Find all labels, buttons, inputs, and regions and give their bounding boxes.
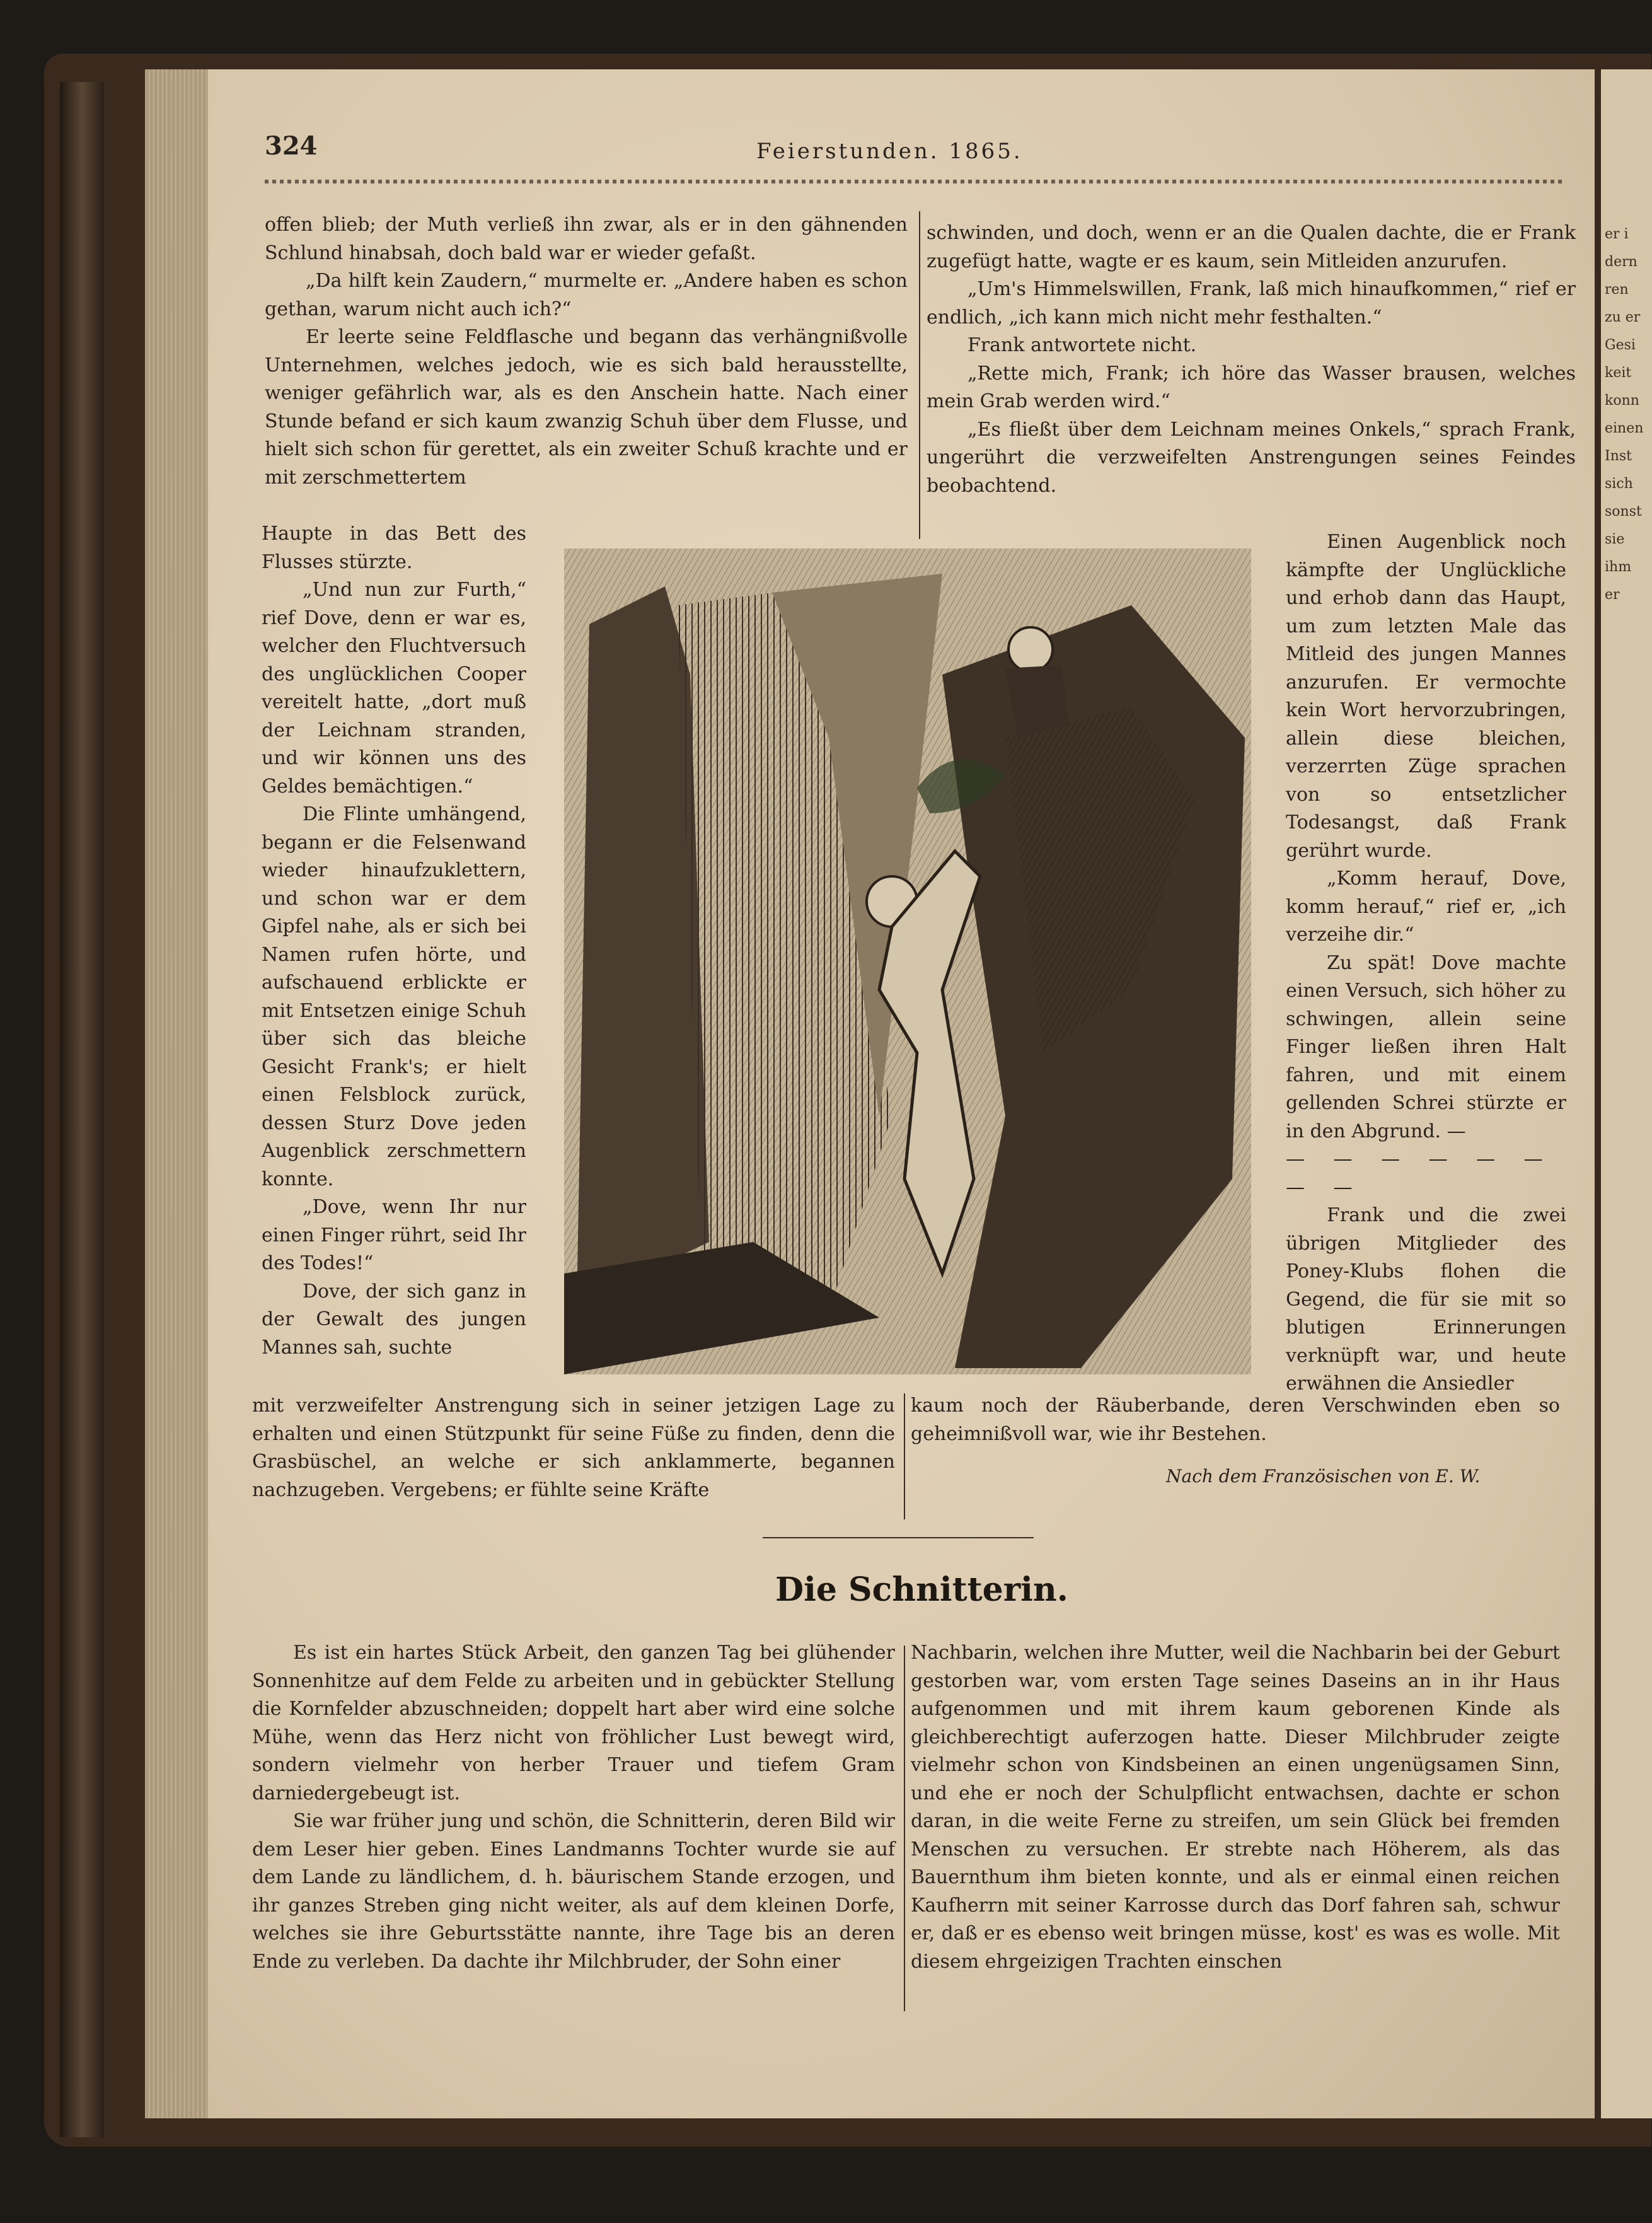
paragraph: mit verzweifelter Anstrengung sich in seiner jetzigen Lage zu erhalten und einen Stützpunkt für seine Füße zu finden, denn die Grasbüschel, an welche er sich anklammerte, begannen nachzugeben. Vergebens; er fühlte seine Kräfte (252, 1395, 895, 1501)
paragraph: schwinden, und doch, wenn er an die Qualen dachte, die er Frank zugefügt hatte, wagte er es kaum, sein Mitleiden anzurufen. (927, 222, 1576, 272)
running-title: Feierstunden. 1865. (756, 139, 1023, 164)
article-right-column (911, 1639, 1560, 1976)
next-page-fragment: er i (1605, 226, 1629, 242)
column-divider-lower (904, 1393, 905, 1519)
next-page-fragment: ihm (1605, 559, 1632, 575)
paragraph: „Dove, wenn Ihr nur einen Finger rührt, seid Ihr des Todes!“ (262, 1196, 526, 1274)
paragraph: offen blieb; der Muth verließ ihn zwar, als er in den gähnenden Schlund hinabsah, doch bald war er wieder gefaßt. (265, 214, 908, 264)
paragraph: „Es fließt über dem Leichnam meines Onkels,“ sprach Frank, ungerührt die verzweifelten Anstrengungen seines Feindes beobachtend. (927, 418, 1576, 497)
paragraph: „Komm herauf, Dove, komm herauf,“ rief er, „ich verzeihe dir.“ (1286, 868, 1566, 946)
frank-figure (1008, 627, 1053, 671)
next-page-fragment: keit (1605, 365, 1632, 381)
next-page-fragment: ren (1605, 282, 1629, 298)
story-left-bottom (252, 1392, 895, 1504)
next-page-fragment: dern (1605, 254, 1638, 270)
next-page-fragment: er (1605, 587, 1620, 603)
next-page-fragment: Gesi (1605, 337, 1636, 353)
story-right-top (927, 219, 1576, 500)
next-page-fragment: Inst (1605, 448, 1632, 464)
engraving-illustration (564, 548, 1251, 1374)
section-dashes: — — — — — — — — (1286, 1148, 1554, 1199)
column-divider-article (904, 1645, 905, 2011)
paragraph: kaum noch der Räuberbande, deren Verschwinden eben so geheimnißvoll war, wie ihr Bestehen. (911, 1395, 1560, 1445)
attribution: Nach dem Französischen von E. W. (1166, 1466, 1481, 1487)
paragraph: Haupte in das Bett des Flusses stürzte. (262, 523, 526, 573)
paragraph: Frank und die zwei übrigen Mitglieder des Poney-Klubs flohen die Gegend, die für sie mit so blutigen Erinnerungen verknüpft war, und heute erwähnen die Ansiedler (1286, 1204, 1566, 1395)
article-title: Die Schnitterin. (775, 1570, 1068, 1609)
paragraph: Frank antwortete nicht. (968, 334, 1197, 356)
column-divider-top (919, 211, 920, 539)
story-left-narrow (262, 520, 526, 1362)
next-page-fragment: zu er (1605, 310, 1641, 325)
next-page-fragment: konn (1605, 393, 1639, 409)
paragraph: „Rette mich, Frank; ich höre das Wasser brausen, welches mein Grab werden wird.“ (927, 362, 1576, 412)
page-number: 324 (265, 131, 318, 161)
cliff-scene-engraving (564, 548, 1251, 1374)
paragraph: Es ist ein hartes Stück Arbeit, den ganzen Tag bei glühender Sonnenhitze auf dem Felde zu arbeiten und in gebückter Stellung die Kornfelder abzuschneiden; doppelt hart aber wird eine solche Mühe, wenn das Herz nicht von fröhlicher Lust bewegt wird, sondern vielmehr von herber Trauer und tiefem Gram darniedergebeugt ist. (252, 1642, 895, 1804)
next-page-fragment: sich (1605, 476, 1633, 492)
paragraph: Er leerte seine Feldflasche und begann das verhängnißvolle Unternehmen, welches jedoch, wie es sich bald herausstellte, weniger gefährlich war, als es den Anschein hatte. Nach einer Stunde befand er sich kaum zwanzig Schuh über dem Flusse, und hielt sich schon für gerettet, als ein zweiter Schuß krachte und er mit zerschmettertem (265, 326, 908, 489)
article-left-column (252, 1639, 895, 1976)
next-page-fragment: sonst (1605, 504, 1642, 519)
paragraph: Einen Augenblick noch kämpfte der Unglückliche und erhob dann das Haupt, um zum letzten Male das Mitleid des jungen Mannes anzurufen. Er vermochte kein Wort hervorzubringen, allein diese bleichen, verzerrten Züge sprachen von so entsetzlicher Todesangst, daß Frank gerührt wurde. (1286, 531, 1566, 862)
header-rule (265, 180, 1563, 183)
section-rule (763, 1537, 1034, 1538)
next-page-fragment: sie (1605, 531, 1625, 547)
paragraph: Die Flinte umhängend, begann er die Felsenwand wieder hinaufzuklettern, und schon war er dem Gipfel nahe, als er sich bei Namen rufen hörte, und aufschauend erblickte er mit Entsetzen einige Schuh über sich das bleiche Gesicht Frank's; er hielt einen Felsblock zurück, dessen Sturz Dove jeden Augenblick zerschmettern konnte. (262, 803, 526, 1190)
story-left-top (265, 211, 908, 492)
next-page-edge (1601, 69, 1652, 2118)
story-right-narrow (1286, 528, 1566, 1398)
paragraph: Dove, der sich ganz in der Gewalt des jungen Mannes sah, suchte (262, 1280, 526, 1359)
paragraph: Zu spät! Dove machte einen Versuch, sich höher zu schwingen, allein seine Finger ließen ihren Halt fahren, und mit einem gellenden Schrei stürzte er in den Abgrund. — (1286, 951, 1566, 1142)
paragraph: „Da hilft kein Zaudern,“ murmelte er. „Andere haben es schon gethan, warum nicht auch ich?“ (265, 270, 908, 320)
paragraph: Sie war früher jung und schön, die Schnitterin, deren Bild wir dem Leser hier geben. Eines Landmanns Tochter wurde sie auf dem Lande zu ländlichem, d. h. bäurischem Stande erzogen, und ihr ganzes Streben ging nicht weiter, als auf dem kleinen Dorfe, welches sie ihre Geburtsstätte nannte, ihre Tage bis an deren Ende zu verleben. Da dachte ihr Milchbruder, der Sohn einer (252, 1810, 895, 1973)
paragraph: Nachbarin, welchen ihre Mutter, weil die Nachbarin bei der Geburt gestorben war, vom ersten Tage seines Daseins an in ihr Haus aufgenommen und mit ihrem kaum geborenen Kinde als gleichberechtigt auferzogen hatte. Dieser Milchbruder zeigte vielmehr schon von Kindsbeinen an einen ungenügsamen Sinn, und ehe er noch der Schulpflicht entwachsen, dachte er schon daran, in die weite Ferne zu streifen, um sein Glück bei fremden Menschen zu versuchen. Er strebte nach Höherem, als das Bauernthum ihm bieten konnte, und als er einmal einen reichen Kaufherrn mit seiner Karrosse durch das Dorf fahren sah, schwur er, daß er es ebenso weit bringen müsse, kost' es was es wolle. Mit diesem ehrgeizigen Trachten einschen (911, 1642, 1560, 1973)
paragraph: „Um's Himmelswillen, Frank, laß mich hinaufkommen,“ rief er endlich, „ich kann mich nicht mehr festhalten.“ (927, 278, 1576, 328)
story-right-bottom (911, 1392, 1560, 1448)
book-spine (60, 82, 104, 2137)
paragraph: „Und nun zur Furth,“ rief Dove, denn er war es, welcher den Fluchtversuch des unglücklichen Cooper vereitelt hatte, „dort muß der Leichnam stranden, und wir können uns des Geldes bemächtigen.“ (262, 579, 526, 798)
next-page-fragment: einen (1605, 421, 1644, 436)
